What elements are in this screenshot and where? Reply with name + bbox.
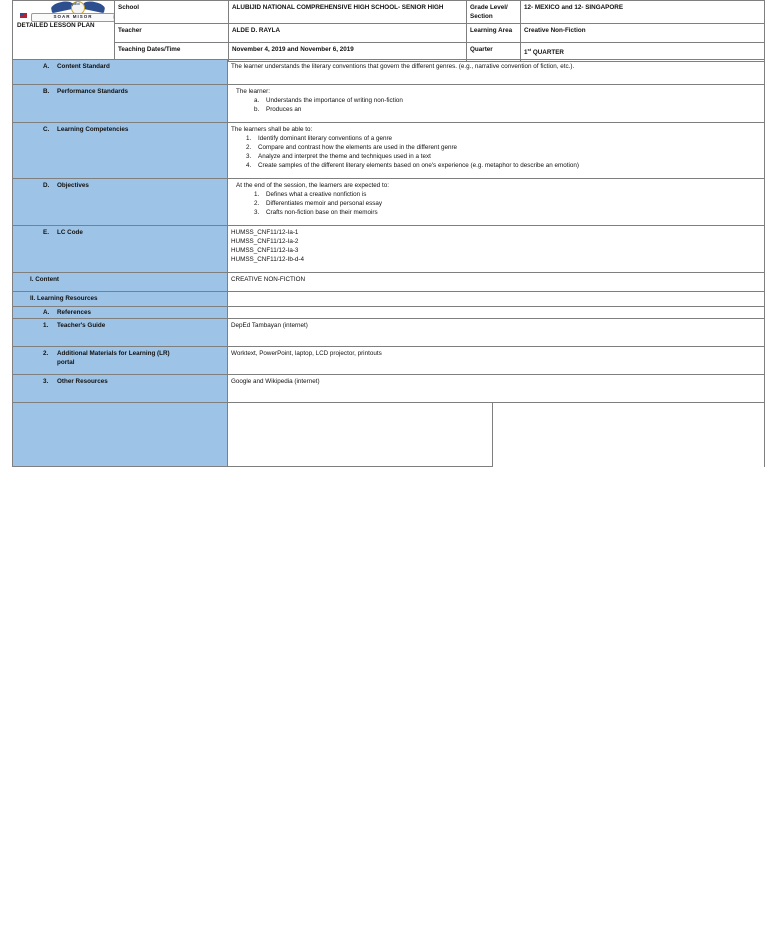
teachers-guide-value: DepEd Tambayan (internet) <box>228 319 765 347</box>
lc-code-value: HUMSS_CNF11/12-Ia-1 HUMSS_CNF11/12-Ia-2 HUMSS_CNF11/12-Ia-3 HUMSS_CNF11/12-Ib-d-4 <box>228 226 765 273</box>
performance-standards-value: The learner: a. Understands the importance of writing non-fiction b. Produces an <box>228 85 765 123</box>
teacher-value: ALDE D. RAYLA <box>229 24 467 43</box>
deped-logo: DepEd SOAR MISOR <box>13 1 114 21</box>
list-item: b. Produces an <box>261 105 761 114</box>
list-item: 2. Differentiates memoir and personal essay <box>261 199 761 208</box>
area-label: Learning Area <box>467 24 521 43</box>
quarter-value: 1st QUARTER <box>521 43 765 62</box>
flag-icon <box>20 13 27 18</box>
additional-materials-value: Worktext, PowerPoint, laptop, LCD projector, printouts <box>228 347 765 375</box>
lesson-body-table <box>12 59 765 467</box>
grade-value: 12- MEXICO and 12- SINGAPORE <box>521 1 765 24</box>
area-value: Creative Non-Fiction <box>521 24 765 43</box>
quarter-label: Quarter <box>467 43 521 62</box>
list-item: 2. Compare and contrast how the elements are used in the different genre <box>253 143 761 152</box>
list-item: 1. Identify dominant literary conventions of a genre <box>253 134 761 143</box>
row-learning-competencies: C. Learning Competencies The learners shall be able to: 1. Identify dominant literary conventions of a genre 2. Compare and contrast how the elements are used in the different genre 3. Analyze and interpret the theme and techniques used in a text 4. Create samples of the different literary elements based on one's experience (e.g. metaphor to describe an emotion) <box>13 123 765 179</box>
list-item: 1. Defines what a creative nonfiction is <box>261 190 761 199</box>
list-item: 4. Create samples of the different literary elements based on one's experience (e.g. metaphor to describe an emotion) <box>253 161 761 170</box>
objectives-value: At the end of the session, the learners are expected to: 1. Defines what a creative nonfiction is 2. Differentiates memoir and personal essay 3. Crafts non-fiction base on their memoirs <box>228 179 765 226</box>
other-resources-value: Google and Wikipedia (internet) <box>228 375 765 403</box>
school-value: ALUBIJID NATIONAL COMPREHENSIVE HIGH SCHOOL- SENIOR HIGH <box>229 1 467 24</box>
row-content-standard: A. Content Standard The learner understands the literary conventions that govern the different genres. (e.g., narrative convention of fiction, etc.). <box>13 60 765 85</box>
row-additional-materials: 2. Additional Materials for Learning (LR) portal Worktext, PowerPoint, laptop, LCD projector, printouts <box>13 347 765 375</box>
school-label: School <box>115 1 229 24</box>
dates-value: November 4, 2019 and November 6, 2019 <box>229 43 467 62</box>
row-other-resources: 3. Other Resources Google and Wikipedia (internet) <box>13 375 765 403</box>
objectives-list <box>231 190 761 217</box>
row-learning-resources: II. Learning Resources <box>13 292 765 307</box>
list-item: 3. Analyze and interpret the theme and techniques used in a text <box>253 152 761 161</box>
row-content: I. Content CREATIVE NON-FICTION <box>13 273 765 292</box>
competencies-list <box>231 134 761 170</box>
row-blank <box>13 403 765 467</box>
plan-title: DETAILED LESSON PLAN <box>17 22 95 29</box>
content-standard-value: The learner understands the literary conventions that govern the different genres. (e.g., narrative convention of fiction, etc.). <box>228 60 765 85</box>
dates-label: Teaching Dates/Time <box>115 43 229 62</box>
row-objectives: D. Objectives At the end of the session, the learners are expected to: 1. Defines what a creative nonfiction is 2. Differentiates memoir and personal essay 3. Crafts non-fiction base on their memoirs <box>13 179 765 226</box>
performance-list <box>231 96 761 114</box>
row-teachers-guide: 1. Teacher's Guide DepEd Tambayan (internet) <box>13 319 765 347</box>
teacher-label: Teacher <box>115 24 229 43</box>
logo-cell <box>13 1 115 62</box>
row-references: A. References <box>13 307 765 319</box>
row-performance-standards: B. Performance Standards The learner: a. Understands the importance of writing non-fiction b. Produces an <box>13 85 765 123</box>
header-table <box>12 0 765 62</box>
row-lc-code: E. LC Code HUMSS_CNF11/12-Ia-1 HUMSS_CNF11/12-Ia-2 HUMSS_CNF11/12-Ia-3 HUMSS_CNF11/12-Ib-d-4 <box>13 226 765 273</box>
learning-competencies-value: The learners shall be able to: 1. Identify dominant literary conventions of a genre 2. Compare and contrast how the elements are used in the different genre 3. Analyze and interpret the theme and techniques used in a text 4. Create samples of the different literary elements based on one's experience (e.g. metaphor to describe an emotion) <box>228 123 765 179</box>
grade-label: Grade Level/ Section <box>467 1 521 24</box>
content-value: CREATIVE NON-FICTION <box>228 273 765 292</box>
list-item: 3. Crafts non-fiction base on their memoirs <box>261 208 761 217</box>
list-item: a. Understands the importance of writing non-fiction <box>261 96 761 105</box>
